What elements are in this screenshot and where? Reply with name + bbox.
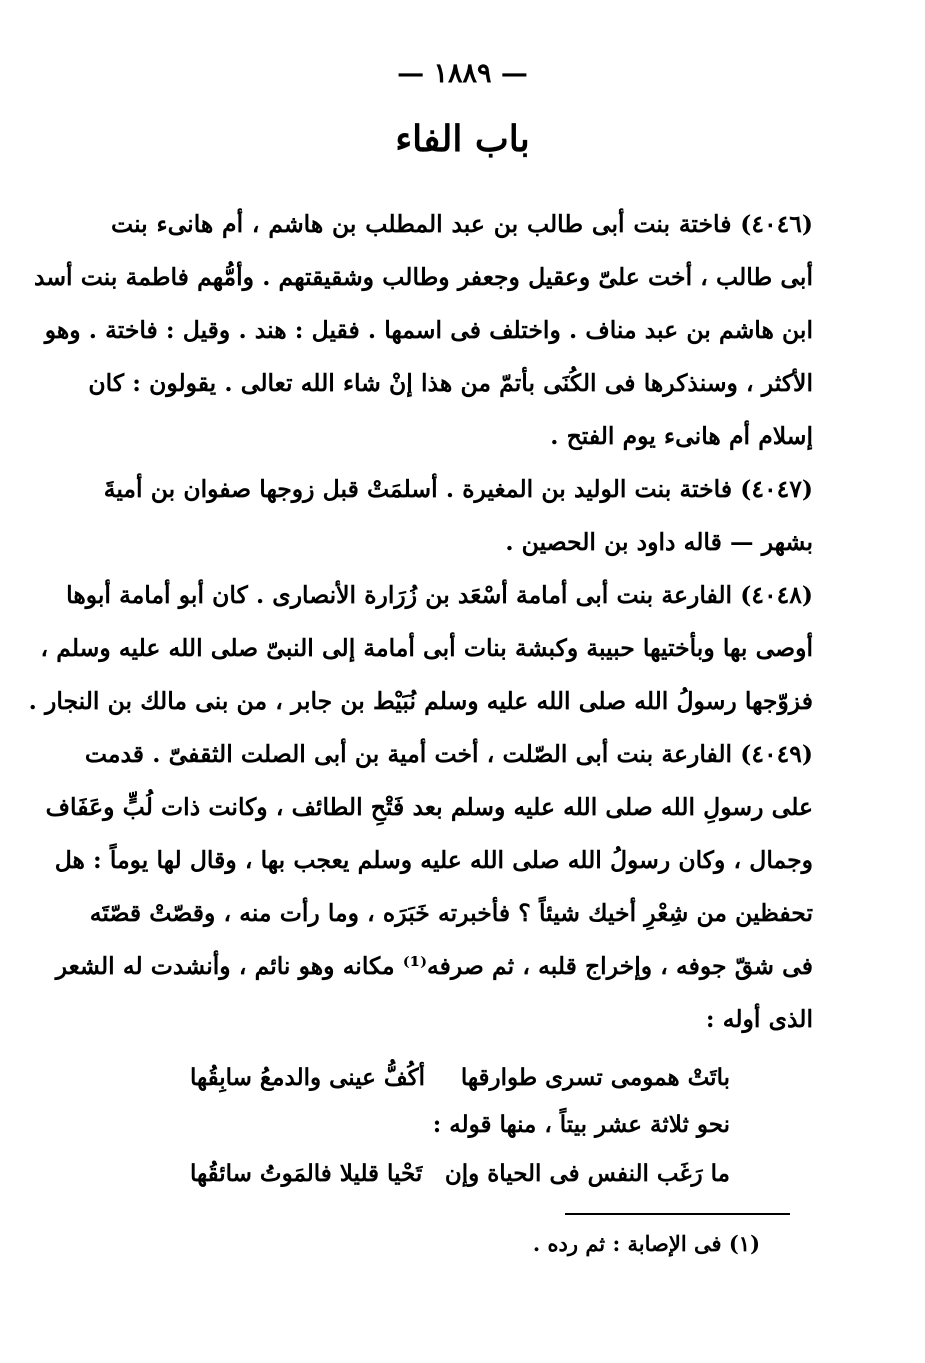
text-line-5: إسلام أم هانىء يوم الفتح . — [550, 422, 813, 450]
verse-1-first-hemistich: باتَتْ همومى تسرى طوارقها — [460, 1064, 730, 1091]
verse-1-second-hemistich: أكُفُّ عينى والدمعُ سابِقُها — [190, 1064, 426, 1091]
poem-verse-2 — [190, 1148, 730, 1200]
verse-2-first-hemistich: ما رَغَب النفس فى الحياة وإن — [444, 1160, 730, 1187]
poem-verse-1 — [190, 1052, 730, 1104]
text-line-9: أوصى بها وبأختيها حبيبة وكبشة بنات أبى أمامة إلى النبىّ صلى الله عليه وسلم ، — [40, 634, 813, 662]
text-line-7: بشهر — قاله داود بن الحصين . — [505, 528, 813, 556]
text-line-15: فى شقّ جوفه ، وإخراج قلبه ، ثم صرفه⁽¹⁾ مكانه وهو نائم ، وأنشدت له الشعر — [55, 952, 813, 980]
text-line-16: الذى أوله : — [705, 1005, 813, 1033]
page-number: — ١٨٨٩ — — [397, 58, 528, 89]
footnote: (١) فى الإصابة : ثم رده . — [532, 1231, 760, 1256]
text-line-14: تحفظين من شِعْرِ أخيك شيئاً ؟ فأخبرته خَبَرَه ، وما رأت منه ، وقصّتْ قصّتَه — [89, 899, 813, 927]
text-line-1: (٤٠٤٦) فاختة بنت أبى طالب بن عبد المطلب بن هاشم ، أم هانىء بنت — [111, 210, 813, 238]
text-line-4: الأكثر ، وسنذكرها فى الكُنَى بأتمّ من هذا إنْ شاء الله تعالى . يقولون : كان — [88, 369, 813, 397]
text-line-12: على رسولِ الله صلى الله عليه وسلم بعد فَتْحِ الطائف ، وكانت ذات لُبٍّ وعَفَاف — [45, 793, 813, 821]
text-line-11: (٤٠٤٩) الفارعة بنت أبى الصّلت ، أخت أمية بن أبى الصلت الثقفىّ . قدمت — [84, 740, 813, 768]
text-line-6: (٤٠٤٧) فاختة بنت الوليد بن المغيرة . أسلمَتْ قبل زوجها صفوان بن أميةَ — [103, 475, 813, 503]
text-line-13: وجمال ، وكان رسولُ الله صلى الله عليه وسلم يعجب بها ، وقال لها يوماً : هل — [54, 846, 813, 874]
footnote-divider — [565, 1213, 790, 1215]
text-line-10: فزوّجها رسولُ الله صلى الله عليه وسلم نُبَيْط بن جابر ، من بنى مالك بن النجار . — [28, 687, 813, 715]
chapter-title: باب الفاء — [395, 118, 530, 160]
body-text — [28, 198, 813, 1046]
text-line-8: (٤٠٤٨) الفارعة بنت أبى أمامة أسْعَد بن زُرَارة الأنصارى . كان أبو أمامة أبوها — [66, 581, 813, 609]
poem-intro: نحو ثلاثة عشر بيتاً ، منها قوله : — [432, 1111, 730, 1138]
verse-2-second-hemistich: تَحْيا قليلا فالمَوتُ سائقُها — [190, 1160, 423, 1187]
text-line-2: أبى طالب ، أخت علىّ وعقيل وجعفر وطالب وشقيقتهم . وأمُّهم فاطمة بنت أسد — [33, 263, 813, 291]
text-line-3: ابن هاشم بن عبد مناف . واختلف فى اسمها . فقيل : هند . وقيل : فاختة . وهو — [44, 316, 813, 344]
